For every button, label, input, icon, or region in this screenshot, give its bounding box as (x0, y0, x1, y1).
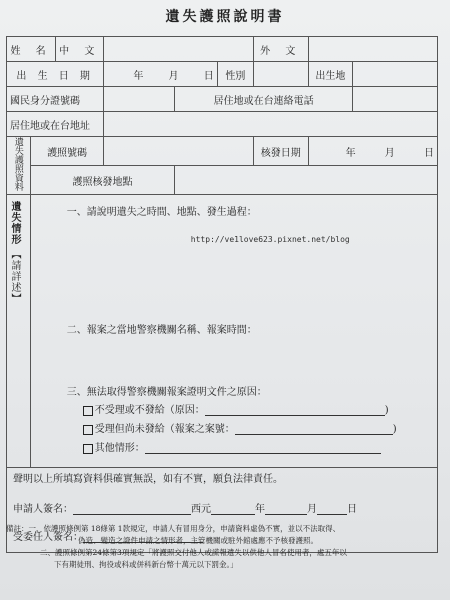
passport-loss-form (6, 36, 438, 553)
option-other[interactable]: 其他情形： (83, 439, 381, 454)
declaration-text: 聲明以上所填寫資料俱確實無誤，如有不實，願負法律責任。 (13, 474, 283, 485)
passport-number-label: 護照號碼 (30, 137, 104, 166)
watermark-url: http://ve1love623.pixnet.net/blog (190, 235, 350, 244)
birthplace-field[interactable] (353, 62, 438, 87)
foreign-name-label: 外 文 (253, 37, 308, 62)
question-1: 一、請說明遺失之時間、地點、發生過程： (66, 207, 257, 218)
id-number-label: 國民身分證號碼 (7, 87, 104, 112)
chinese-name-field[interactable] (104, 37, 254, 62)
address-label: 居住地或在台地址 (7, 112, 104, 137)
issue-month: 月 (384, 147, 395, 159)
circumstance-area (30, 195, 437, 468)
option-pending[interactable]: 受理但尚未發給（報案之案號： ) (83, 420, 397, 435)
issue-date-label: 核發日期 (253, 137, 308, 166)
checkbox-pending[interactable] (83, 425, 93, 435)
checkbox-not-accepted[interactable] (83, 406, 93, 416)
dob-label: 出 生 日 期 (7, 62, 104, 87)
remark-2b: 下有期徒刑、拘役或科或併科新台幣十萬元以下罰金。」 (54, 560, 238, 569)
issue-place-field[interactable] (175, 166, 438, 195)
chinese-name-label: 中 文 (56, 37, 104, 62)
birthplace-label: 出生地 (308, 62, 353, 87)
issue-date-field[interactable] (308, 137, 437, 166)
circumstance-side-label: 遺失情形 【請詳述】 (7, 195, 31, 468)
id-number-field[interactable] (104, 87, 175, 112)
question-3: 三、無法取得警察機關報案證明文件之原因： (66, 387, 267, 398)
gender-label: 性別 (217, 62, 253, 87)
remarks (6, 523, 446, 571)
phone-field[interactable] (353, 87, 438, 112)
question-2: 二、報案之當地警察機關名稱、報案時間： (66, 325, 257, 336)
agent-signature[interactable]: 受委任人簽名： (13, 528, 203, 543)
checkbox-other[interactable] (83, 444, 93, 454)
issue-year: 年 (345, 147, 356, 159)
phone-label: 居住地或在台連絡電話 (175, 87, 353, 112)
passport-number-field[interactable] (104, 137, 254, 166)
dob-field[interactable] (104, 62, 217, 87)
dob-day: 日 (203, 70, 214, 82)
name-label: 姓 名 (7, 37, 56, 62)
remark-1b: 偽造、變造之證件申請之情形者，主管機關或駐外館處應不予核發護照。 (78, 536, 318, 545)
address-field[interactable] (104, 112, 438, 137)
issue-place-label: 護照核發地點 (30, 166, 174, 195)
remark-2a: 二、護照條例第24條第3項規定「將護照交付他人或謊報遺失以供他人冒名使用者，處五年以 (40, 548, 347, 557)
option-not-accepted[interactable]: 不受理或不發給（原因： ) (83, 401, 389, 416)
foreign-name-field[interactable] (308, 37, 437, 62)
applicant-signature[interactable]: 申請人簽名： 西元 年 月 日 (13, 504, 357, 515)
remark-1a: 備註：一、依護照條例第 18條第 1款規定，申請人有冒用身分，申請資料虛偽不實，並以不法取得、 (6, 524, 341, 533)
issue-day: 日 (423, 147, 434, 159)
lost-passport-side-label: 遺失護照資料 (7, 137, 31, 195)
dob-year: 年 (133, 70, 144, 82)
form-title: 遺失護照說明書 (165, 9, 285, 25)
dob-month: 月 (168, 70, 179, 82)
gender-field[interactable] (253, 62, 308, 87)
